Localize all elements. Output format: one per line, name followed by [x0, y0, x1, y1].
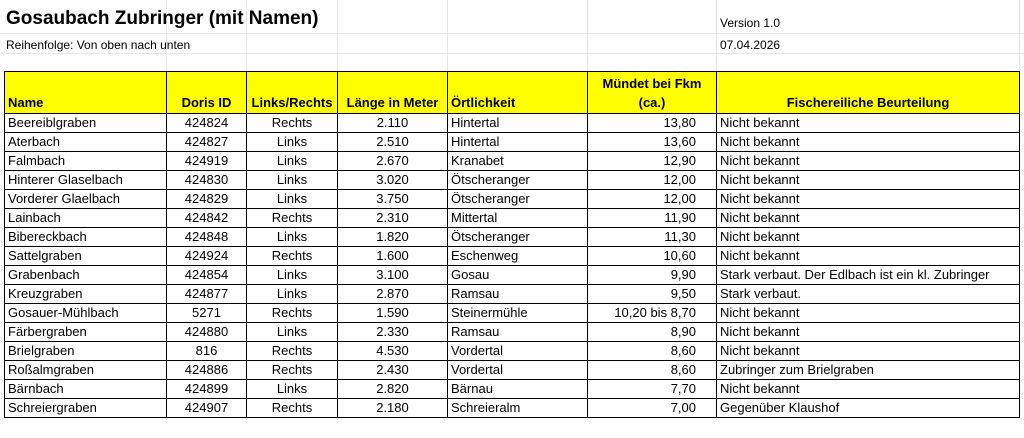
cell-assessment[interactable]: Nicht bekannt — [717, 190, 1020, 209]
cell-side[interactable]: Rechts — [247, 114, 338, 133]
cell-doris-id[interactable]: 816 — [167, 342, 247, 361]
cell-assessment[interactable]: Nicht bekannt — [717, 133, 1020, 152]
cell-locality[interactable]: Ramsau — [448, 285, 588, 304]
cell-name[interactable]: Roßalmgraben — [5, 361, 167, 380]
cell-name[interactable]: Bärnbach — [5, 380, 167, 399]
cell-assessment[interactable]: Nicht bekannt — [717, 304, 1020, 323]
cell-name[interactable]: Falmbach — [5, 152, 167, 171]
cell-length[interactable]: 2.870 — [338, 285, 448, 304]
cell-doris-id[interactable]: 424907 — [167, 399, 247, 418]
cell-length[interactable]: 3.100 — [338, 266, 448, 285]
grid-line — [716, 0, 717, 71]
version-label[interactable]: Version 1.0 — [720, 16, 781, 30]
cell-assessment[interactable]: Gegenüber Klaushof — [717, 399, 1020, 418]
grid-line — [0, 33, 1024, 34]
cell-length[interactable]: 1.600 — [338, 247, 448, 266]
cell-length[interactable]: 3.750 — [338, 190, 448, 209]
cell-fkm[interactable]: 11,90 — [588, 209, 717, 228]
grid-line — [0, 53, 1024, 54]
cell-side[interactable]: Links — [247, 285, 338, 304]
cell-assessment[interactable]: Nicht bekannt — [717, 380, 1020, 399]
cell-length[interactable]: 2.430 — [338, 361, 448, 380]
cell-name[interactable]: Brielgraben — [5, 342, 167, 361]
cell-locality[interactable]: Kranabet — [448, 152, 588, 171]
table-row — [5, 399, 1020, 418]
cell-side[interactable]: Rechts — [247, 209, 338, 228]
tributaries-table — [4, 71, 1020, 418]
cell-locality[interactable]: Eschenweg — [448, 247, 588, 266]
cell-doris-id[interactable]: 424877 — [167, 285, 247, 304]
cell-doris-id[interactable]: 424919 — [167, 152, 247, 171]
cell-assessment[interactable]: Nicht bekannt — [717, 247, 1020, 266]
cell-assessment[interactable]: Nicht bekannt — [717, 114, 1020, 133]
table-row — [5, 228, 1020, 247]
cell-fkm[interactable]: 10,60 — [588, 247, 717, 266]
cell-fkm[interactable]: 11,30 — [588, 228, 717, 247]
cell-length[interactable]: 2.670 — [338, 152, 448, 171]
cell-locality[interactable]: Schreieralm — [448, 399, 588, 418]
cell-locality[interactable]: Hintertal — [448, 133, 588, 152]
cell-length[interactable]: 2.310 — [338, 209, 448, 228]
cell-doris-id[interactable]: 424842 — [167, 209, 247, 228]
cell-assessment[interactable]: Stark verbaut. — [717, 285, 1020, 304]
cell-locality[interactable]: Ötscheranger — [448, 171, 588, 190]
cell-locality[interactable]: Vordertal — [448, 361, 588, 380]
sheet-title[interactable]: Gosaubach Zubringer (mit Namen) — [6, 8, 319, 29]
table-row — [5, 342, 1020, 361]
table-header-row — [5, 72, 1020, 114]
cell-doris-id[interactable]: 424886 — [167, 361, 247, 380]
date-label[interactable]: 07.04.2026 — [720, 38, 781, 52]
cell-length[interactable]: 1.820 — [338, 228, 448, 247]
cell-name[interactable]: Gosauer-Mühlbach — [5, 304, 167, 323]
table-row — [5, 247, 1020, 266]
cell-locality[interactable]: Ötscheranger — [448, 228, 588, 247]
cell-doris-id[interactable]: 424899 — [167, 380, 247, 399]
table-row — [5, 304, 1020, 323]
cell-locality[interactable]: Mittertal — [448, 209, 588, 228]
cell-assessment[interactable]: Nicht bekannt — [717, 342, 1020, 361]
cell-name[interactable]: Beereiblgraben — [5, 114, 167, 133]
cell-doris-id[interactable]: 424924 — [167, 247, 247, 266]
cell-side[interactable]: Rechts — [247, 247, 338, 266]
cell-fkm[interactable]: 12,00 — [588, 190, 717, 209]
cell-doris-id[interactable]: 424824 — [167, 114, 247, 133]
cell-assessment[interactable]: Nicht bekannt — [717, 323, 1020, 342]
table-row — [5, 361, 1020, 380]
cell-fkm[interactable]: 9,90 — [588, 266, 717, 285]
cell-locality[interactable]: Ötscheranger — [448, 190, 588, 209]
table-row — [5, 209, 1020, 228]
cell-side[interactable]: Links — [247, 323, 338, 342]
table-row — [5, 152, 1020, 171]
column-header-locality[interactable]: Örtlichkeit — [448, 72, 588, 114]
cell-assessment[interactable]: Stark verbaut. Der Edlbach ist ein kl. Zubringer — [717, 266, 1020, 285]
cell-fkm[interactable]: 7,00 — [588, 399, 717, 418]
cell-fkm[interactable]: 8,60 — [588, 361, 717, 380]
cell-doris-id[interactable]: 424854 — [167, 266, 247, 285]
cell-length[interactable]: 3.020 — [338, 171, 448, 190]
cell-doris-id[interactable]: 424829 — [167, 190, 247, 209]
column-header-fkm-line2: (ca.) — [638, 95, 666, 110]
cell-assessment[interactable]: Nicht bekannt — [717, 228, 1020, 247]
cell-side[interactable]: Links — [247, 133, 338, 152]
cell-side[interactable]: Rechts — [247, 304, 338, 323]
table-row — [5, 114, 1020, 133]
table-body — [5, 114, 1020, 418]
column-header-fkm[interactable] — [588, 72, 717, 114]
cell-doris-id[interactable]: 5271 — [167, 304, 247, 323]
cell-assessment[interactable]: Nicht bekannt — [717, 209, 1020, 228]
cell-length[interactable]: 2.110 — [338, 114, 448, 133]
cell-side[interactable]: Links — [247, 266, 338, 285]
column-header-name[interactable]: Name — [5, 72, 167, 114]
cell-fkm[interactable]: 7,70 — [588, 380, 717, 399]
cell-name[interactable]: Aterbach — [5, 133, 167, 152]
column-header-assessment[interactable]: Fischereiliche Beurteilung — [717, 72, 1020, 114]
cell-locality[interactable]: Gosau — [448, 266, 588, 285]
cell-length[interactable]: 2.510 — [338, 133, 448, 152]
cell-side[interactable]: Links — [247, 380, 338, 399]
table-row — [5, 171, 1020, 190]
cell-assessment[interactable]: Nicht bekannt — [717, 171, 1020, 190]
cell-length[interactable]: 2.180 — [338, 399, 448, 418]
cell-name[interactable]: Färbergraben — [5, 323, 167, 342]
cell-locality[interactable]: Hintertal — [448, 114, 588, 133]
cell-fkm[interactable]: 13,80 — [588, 114, 717, 133]
cell-assessment[interactable]: Zubringer zum Brielgraben — [717, 361, 1020, 380]
cell-name[interactable]: Schreiergraben — [5, 399, 167, 418]
table-row — [5, 133, 1020, 152]
cell-doris-id[interactable]: 424848 — [167, 228, 247, 247]
cell-name[interactable]: Bibereckbach — [5, 228, 167, 247]
table-row — [5, 380, 1020, 399]
cell-name[interactable]: Vorderer Glaelbach — [5, 190, 167, 209]
cell-name[interactable]: Kreuzgraben — [5, 285, 167, 304]
cell-side[interactable]: Links — [247, 171, 338, 190]
cell-side[interactable]: Rechts — [247, 342, 338, 361]
cell-name[interactable]: Lainbach — [5, 209, 167, 228]
cell-length[interactable]: 4.530 — [338, 342, 448, 361]
cell-locality[interactable]: Bärnau — [448, 380, 588, 399]
cell-length[interactable]: 2.820 — [338, 380, 448, 399]
cell-fkm[interactable]: 13,60 — [588, 133, 717, 152]
cell-fkm[interactable]: 9,50 — [588, 285, 717, 304]
table-row — [5, 285, 1020, 304]
sheet-subtitle[interactable]: Reihenfolge: Von oben nach unten — [6, 38, 191, 52]
cell-name[interactable]: Grabenbach — [5, 266, 167, 285]
cell-locality[interactable]: Steinermühle — [448, 304, 588, 323]
cell-fkm[interactable]: 12,00 — [588, 171, 717, 190]
grid-line — [337, 0, 338, 71]
cell-fkm[interactable]: 10,20 bis 8,70 — [588, 304, 717, 323]
table-row — [5, 266, 1020, 285]
cell-name[interactable]: Sattelgraben — [5, 247, 167, 266]
table-row — [5, 190, 1020, 209]
cell-fkm[interactable]: 8,60 — [588, 342, 717, 361]
cell-doris-id[interactable]: 424827 — [167, 133, 247, 152]
cell-side[interactable]: Links — [247, 190, 338, 209]
column-header-side[interactable]: Links/Rechts — [247, 72, 338, 114]
cell-locality[interactable]: Vordertal — [448, 342, 588, 361]
cell-doris-id[interactable]: 424880 — [167, 323, 247, 342]
table-row — [5, 323, 1020, 342]
column-header-fkm-line1: Mündet bei Fkm — [602, 76, 702, 91]
grid-line — [587, 0, 588, 71]
cell-side[interactable]: Links — [247, 152, 338, 171]
grid-line — [447, 0, 448, 71]
cell-doris-id[interactable]: 424830 — [167, 171, 247, 190]
grid-line — [1019, 0, 1020, 71]
cell-locality[interactable]: Ramsau — [448, 323, 588, 342]
column-header-length[interactable]: Länge in Meter — [338, 72, 448, 114]
column-header-doris-id[interactable]: Doris ID — [167, 72, 247, 114]
cell-length[interactable]: 1.590 — [338, 304, 448, 323]
cell-side[interactable]: Rechts — [247, 399, 338, 418]
cell-side[interactable]: Rechts — [247, 361, 338, 380]
cell-fkm[interactable]: 12,90 — [588, 152, 717, 171]
cell-name[interactable]: Hinterer Glaselbach — [5, 171, 167, 190]
cell-side[interactable]: Links — [247, 228, 338, 247]
cell-length[interactable]: 2.330 — [338, 323, 448, 342]
cell-assessment[interactable]: Nicht bekannt — [717, 152, 1020, 171]
cell-fkm[interactable]: 8,90 — [588, 323, 717, 342]
